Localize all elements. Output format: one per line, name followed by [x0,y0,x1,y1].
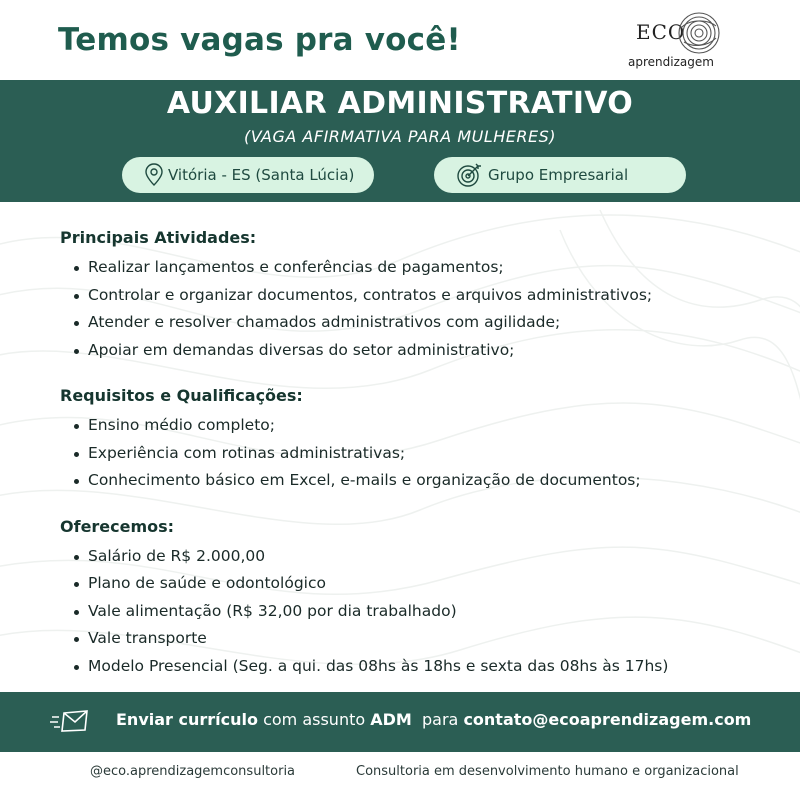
list-item: Vale transporte [88,625,760,653]
list-item: Plano de saúde e odontológico [88,570,760,598]
requirements-list [60,412,760,495]
list-item: Ensino médio completo; [88,412,760,440]
requirements-section [60,386,760,495]
cta-subject-text: com assunto [257,710,371,729]
social-handle[interactable]: @eco.aprendizagemconsultoria [90,764,296,779]
cta-subject: ADM [370,710,412,729]
company-pill [434,157,686,193]
activities-list [60,254,760,364]
fingerprint-icon [676,10,722,56]
job-details [60,228,760,702]
location-label: Vitória - ES (Santa Lúcia) [168,166,355,184]
list-item: Experiência com rotinas administrativas; [88,440,760,468]
job-title-band [0,80,800,202]
location-pin-icon [144,163,164,187]
cta-to-text: para [411,710,464,729]
cta-band [0,692,800,752]
offers-title: Oferecemos: [60,516,175,536]
offers-list [60,543,760,681]
activities-title: Principais Atividades: [60,228,257,247]
logo-brand: ECO [636,20,686,44]
tagline: Consultoria em desenvolvimento humano e organizacional [356,764,739,779]
offers-section [60,517,760,681]
logo-subtitle: aprendizagem [628,55,714,69]
list-item: Controlar e organizar documentos, contratos e arquivos administrativos; [88,282,760,310]
logo [622,8,732,74]
list-item: Realizar lançamentos e conferências de pagamentos; [88,254,760,282]
list-item: Modelo Presencial (Seg. a qui. das 08hs às 18hs e sexta das 08hs às 17hs) [88,653,760,681]
list-item: Salário de R$ 2.000,00 [88,543,760,571]
list-item: Atender e resolver chamados administrativos com agilidade; [88,309,760,337]
requirements-title: Requisitos e Qualificações: [60,386,303,405]
list-item: Vale alimentação (R$ 32,00 por dia trabalhado) [88,598,760,626]
cta-text [116,710,751,729]
cta-email[interactable]: contato@ecoaprendizagem.com [463,710,752,729]
send-mail-icon [50,709,90,733]
cta-send-label: Enviar currículo [116,710,258,729]
job-title: AUXILIAR ADMINISTRATIVO [166,86,634,121]
list-item: Apoiar em demandas diversas do setor administrativo; [88,337,760,365]
company-label: Grupo Empresarial [488,166,629,184]
target-icon [456,162,484,188]
activities-section [60,228,760,364]
job-subtitle: (VAGA AFIRMATIVA PARA MULHERES) [243,127,557,146]
headline: Temos vagas pra você! [58,22,461,58]
location-pill [122,157,374,193]
list-item: Conhecimento básico em Excel, e-mails e organização de documentos; [88,467,760,495]
